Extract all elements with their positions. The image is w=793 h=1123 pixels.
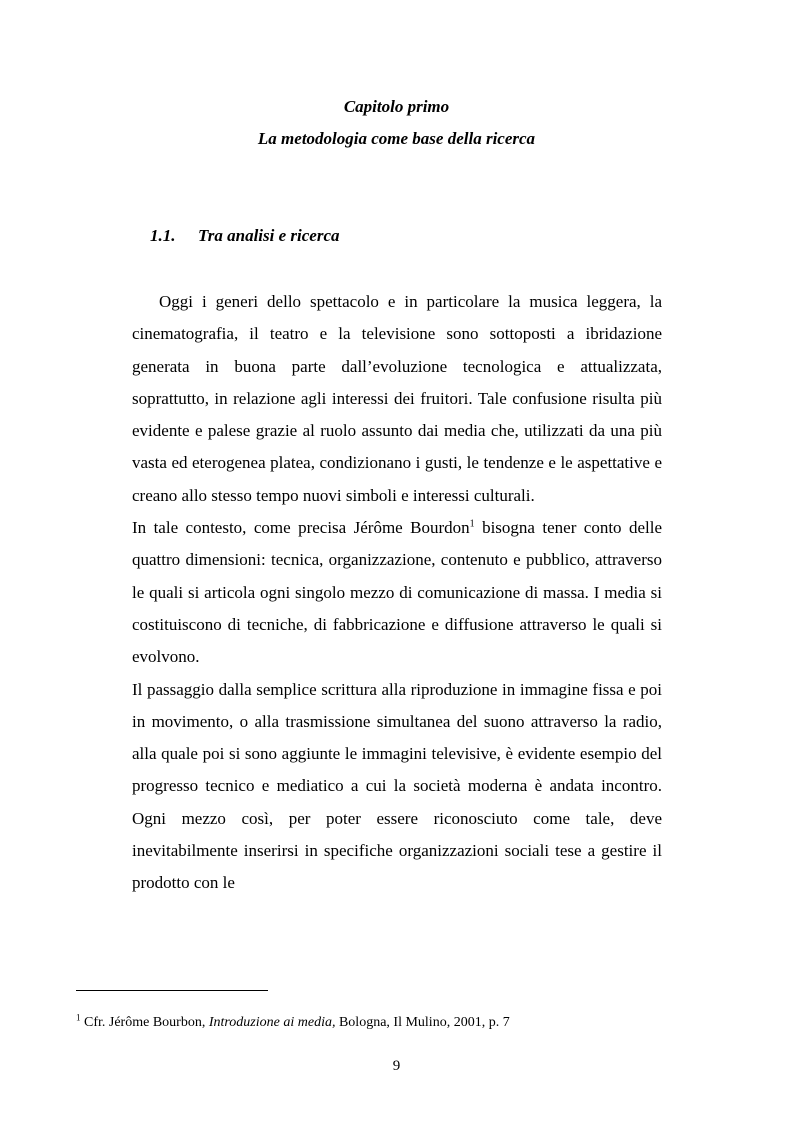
footnote-divider <box>76 990 268 991</box>
page-number: 9 <box>392 1058 401 1074</box>
footnote-prefix: Cfr. Jérôme Bourbon, <box>80 1015 209 1030</box>
paragraph-2-text-before: In tale contesto, come precisa Jérôme Bourdon <box>132 518 470 538</box>
section-title: Tra analisi e ricerca <box>198 226 340 245</box>
footnote-suffix: Bologna, Il Mulino, 2001, p. 7 <box>335 1015 510 1030</box>
paragraph-3: Il passaggio dalla semplice scrittura alla riproduzione in immagine fissa e poi in movimento, o alla trasmissione simultanea del suono attraverso la radio, alla quale poi si sono aggiunte le immagini televisive, è evidente esempio del progresso tecnico e mediatico a cui la società moderna è andata incontro. Ogni mezzo così, per poter essere riconosciuto come tale, deve inevitabilmente inserirsi in specifiche organizzazioni sociali tese a gestire il prodotto con le <box>132 679 662 893</box>
footnote-book-title: Introduzione ai media, <box>208 1015 336 1030</box>
chapter-title: La metodologia come base della ricerca <box>257 129 536 148</box>
paragraph-2 <box>132 512 662 673</box>
section-heading <box>150 226 340 246</box>
body-text <box>132 286 662 900</box>
footnote <box>76 1014 510 1032</box>
section-number: 1.1. <box>150 226 176 245</box>
paragraph-2-text-after: bisogna tener conto delle quattro dimensioni: tecnica, organizzazione, contenuto e pubblico, attraverso le quali si articola ogni singolo mezzo di comunicazione di massa. I media si costituiscono di tecniche, di fabbricazione e diffusione attraverso le quali si evolvono. <box>132 518 662 667</box>
footnote-reference: 1 <box>469 518 475 530</box>
paragraph-1: Oggi i generi dello spettacolo e in particolare la musica leggera, la cinematografia, il teatro e la televisione sono sottoposti a ibridazione generata in buona parte dall’evoluzione tecnologica e attualizzata, soprattutto, in relazione agli interessi dei fruitori. Tale confusione risulta più evidente e palese grazie al ruolo assunto dai media che, utilizzati da una più vasta ed eterogenea platea, condizionano i gusti, le tendenze e le aspettative e creano allo stesso tempo nuovi simboli e interessi culturali. <box>132 292 662 505</box>
chapter-label: Capitolo primo <box>343 97 450 116</box>
footnote-marker: 1 <box>76 1012 81 1023</box>
